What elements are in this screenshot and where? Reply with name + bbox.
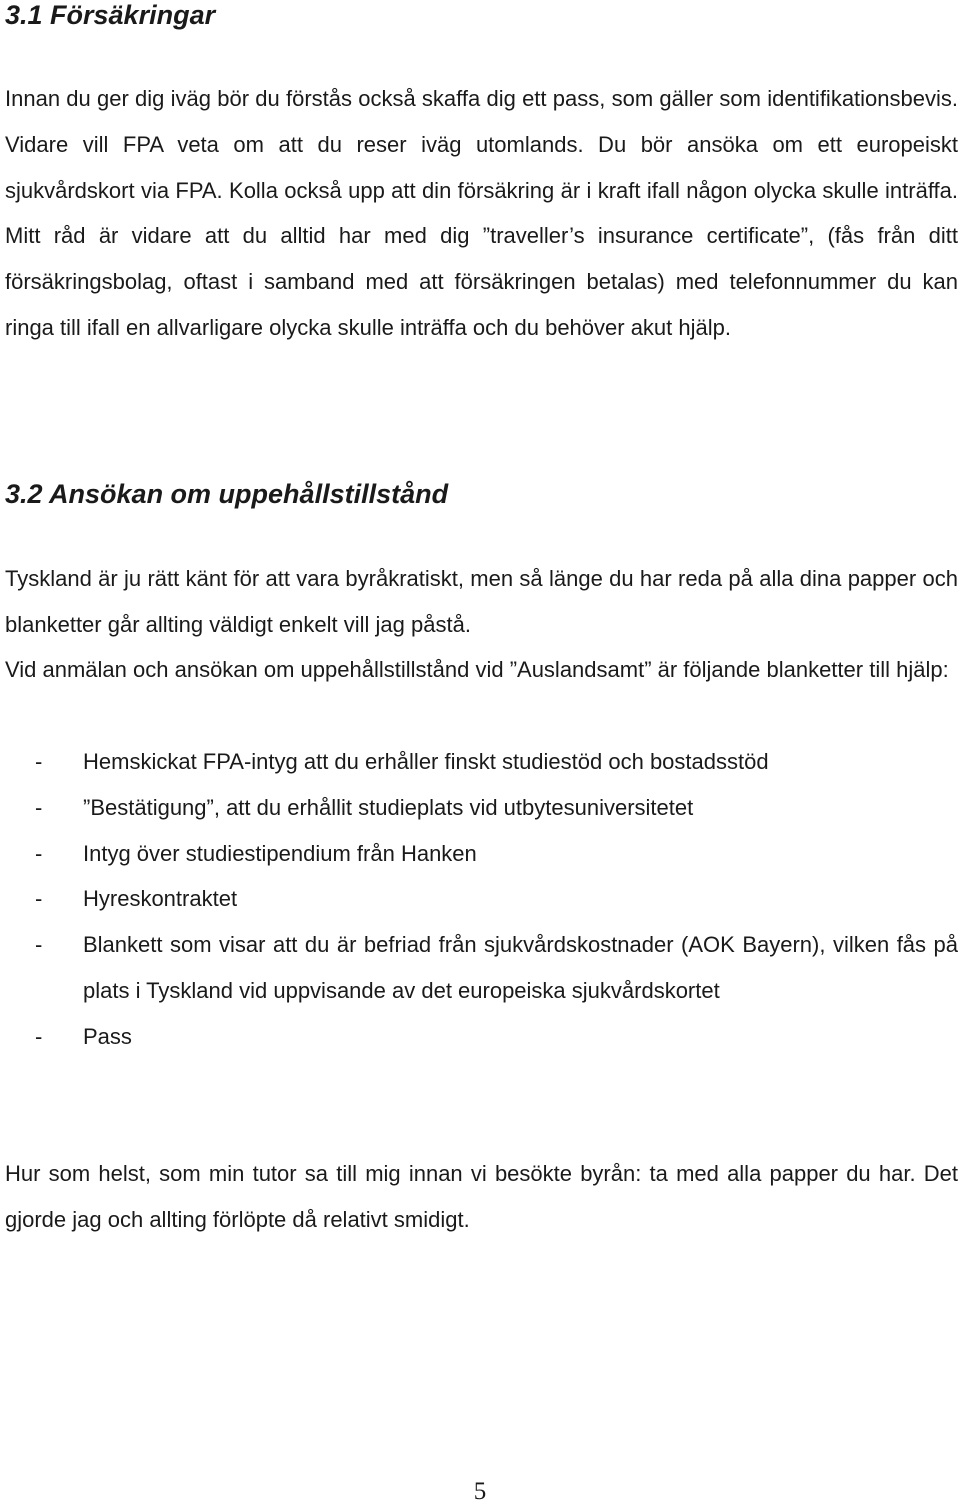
list-item-text: Blankett som visar att du är befriad från sjukvårdskostnader (AOK Bayern), vilken fås på plats i Tyskland vid uppvisande av det europeiska sjukvårdskortet: [83, 932, 958, 1003]
list-item: [5, 876, 958, 922]
section-heading-residence-permit: 3.2 Ansökan om uppehållstillstånd: [5, 479, 449, 509]
list-item: [5, 739, 958, 785]
list-dash: -: [35, 794, 43, 820]
insurance-paragraph: Innan du ger dig iväg bör du förstås också skaffa dig ett pass, som gäller som identifikationsbevis. Vidare vill FPA veta om att du reser iväg utomlands. Du bör ansöka om ett europeiskt sjukvårdskort via FPA. Kolla också upp att din försäkring är i kraft ifall någon olycka skulle inträffa. Mitt råd är vidare att du alltid har med dig ”traveller’s insurance certificate”, (fås från ditt försäkringsbolag, oftast i samband med att försäkringen betalas) med telefonnummer du kan ringa till ifall en allvarligare olycka skulle inträffa och du behöver akut hjälp.: [5, 86, 958, 340]
bureaucracy-paragraph: Tyskland är ju rätt känt för att vara byråkratiskt, men så länge du har reda på alla dina papper och blanketter går allting väldigt enkelt vill jag påstå.: [5, 566, 958, 637]
list-item-text: Pass: [83, 1023, 132, 1049]
page-number: 5: [473, 1478, 487, 1505]
list-item: [5, 1014, 958, 1060]
list-dash: -: [35, 1023, 43, 1049]
list-item: [5, 785, 958, 831]
list-item-text: ”Bestätigung”, att du erhållit studieplats vid utbytesuniversitetet: [83, 794, 694, 820]
list-item: [5, 922, 958, 1014]
list-dash: -: [35, 840, 43, 866]
section-heading-insurance: 3.1 Försäkringar: [5, 0, 216, 30]
list-dash: -: [35, 932, 43, 958]
closing-paragraph: Hur som helst, som min tutor sa till mig innan vi besökte byrån: ta med alla papper du har. Det gjorde jag och allting förlöpte då relativt smidigt.: [5, 1161, 958, 1232]
list-item-text: Intyg över studiestipendium från Hanken: [83, 840, 477, 866]
forms-intro-paragraph: Vid anmälan och ansökan om uppehållstillstånd vid ”Auslandsamt” är följande blanketter till hjälp:: [5, 657, 949, 682]
list-dash: -: [35, 886, 43, 912]
list-item: [5, 831, 958, 877]
list-item-text: Hyreskontraktet: [83, 886, 238, 912]
list-item-text: Hemskickat FPA-intyg att du erhåller finskt studiestöd och bostadsstöd: [83, 749, 769, 774]
list-dash: -: [35, 749, 43, 774]
required-forms-list: [5, 739, 958, 1060]
